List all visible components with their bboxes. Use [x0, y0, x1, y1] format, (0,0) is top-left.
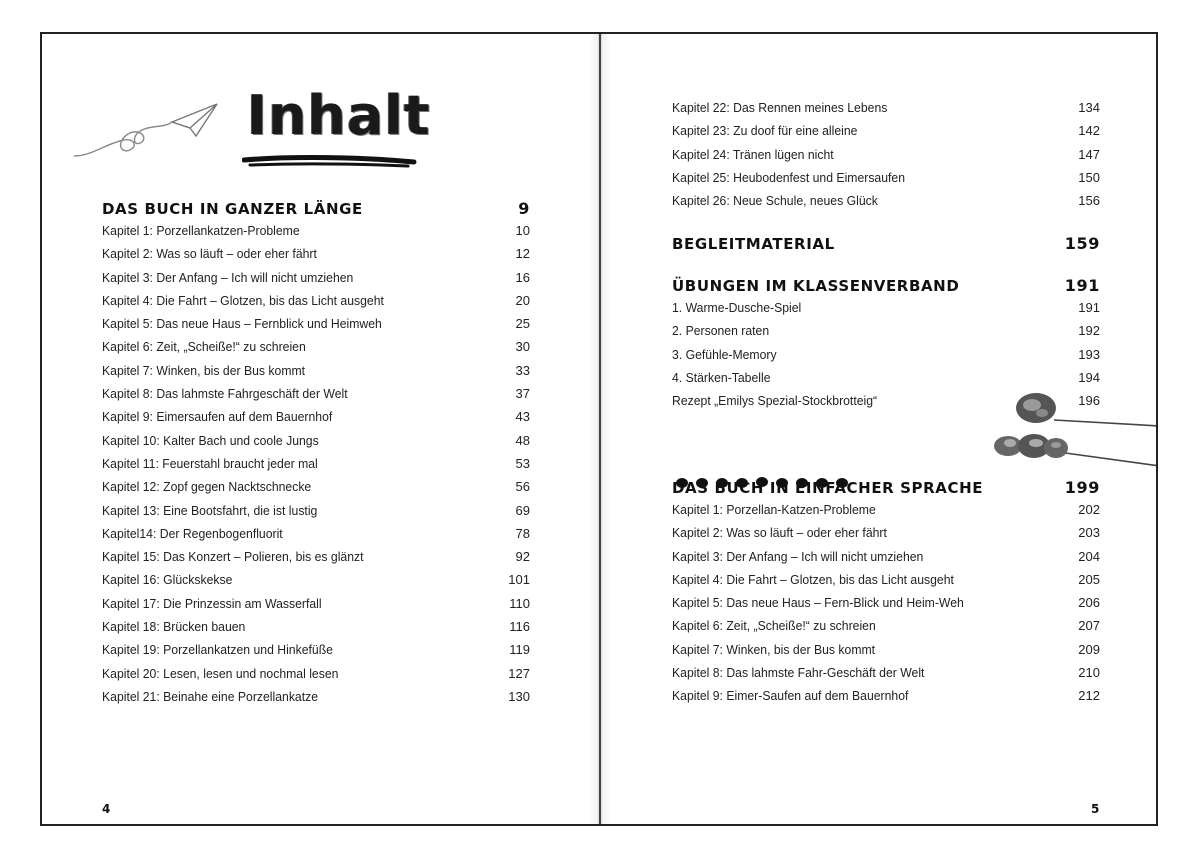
toc-entry-page: 10: [515, 223, 530, 238]
toc-entry-page: 48: [515, 432, 530, 448]
toc-entry-title: Kapitel 4: Die Fahrt – Glotzen, bis das Licht ausgeht: [102, 292, 384, 308]
toc-list-left: [102, 219, 530, 708]
toc-entry-page: 209: [1078, 641, 1100, 657]
toc-entry[interactable]: [102, 545, 530, 568]
toc-entry-page: 196: [1078, 393, 1100, 409]
toc-entry[interactable]: [102, 499, 530, 522]
toc-entry[interactable]: [102, 475, 530, 498]
toc-entry-title: Kapitel14: Der Regenbogenfluorit: [102, 525, 283, 541]
toc-entry-page: 134: [1078, 100, 1100, 115]
toc-entry-page: 30: [515, 339, 530, 355]
toc-entry[interactable]: [102, 289, 530, 312]
toc-entry-title: Kapitel 21: Beinahe eine Porzellankatze: [102, 688, 319, 704]
toc-entry-page: 142: [1078, 123, 1100, 139]
book-spread: [40, 32, 1158, 826]
toc-entry[interactable]: [102, 405, 530, 428]
toc-entry[interactable]: [102, 219, 530, 242]
toc-entry-page: 25: [515, 316, 530, 332]
toc-entry[interactable]: [672, 591, 1100, 614]
toc-entry-page: 206: [1078, 595, 1100, 611]
section-heading-einfache-sprache[interactable]: [672, 476, 1100, 500]
section-heading-page: 9: [518, 199, 530, 218]
toc-entry-title: Kapitel 9: Eimersaufen auf dem Bauernhof: [102, 409, 333, 425]
toc-entry[interactable]: [102, 568, 530, 591]
toc-entry-title: Kapitel 3: Der Anfang – Ich will nicht umziehen: [102, 269, 354, 285]
toc-entry-title: Kapitel 10: Kalter Bach und coole Jungs: [102, 432, 319, 448]
toc-entry-title: Kapitel 7: Winken, bis der Bus kommt: [102, 362, 306, 378]
page-number-right: 5: [1091, 802, 1100, 816]
toc-entry-title: Kapitel 24: Tränen lügen nicht: [672, 146, 834, 162]
section-heading-label: DAS BUCH IN EINFACHER SPRACHE: [672, 479, 984, 497]
toc-entry-page: 193: [1078, 346, 1100, 362]
toc-entry-title: Rezept „Emilys Spezial-Stockbrotteig“: [672, 393, 878, 409]
section-heading-begleitmaterial[interactable]: [672, 232, 1100, 256]
toc-entry-page: 150: [1078, 169, 1100, 185]
toc-entry-page: 130: [508, 688, 530, 704]
toc-entry[interactable]: [102, 662, 530, 685]
stockbrot-skewers-icon: [994, 386, 1158, 478]
toc-entry[interactable]: [672, 166, 1100, 189]
toc-entry-page: 53: [515, 455, 530, 471]
toc-entry[interactable]: [102, 592, 530, 615]
section-heading-page: 159: [1064, 234, 1100, 253]
toc-entry-title: 4. Stärken-Tabelle: [672, 369, 771, 385]
toc-entry[interactable]: [102, 638, 530, 661]
toc-entry[interactable]: [672, 521, 1100, 544]
toc-entry[interactable]: [672, 614, 1100, 637]
toc-entry[interactable]: [102, 335, 530, 358]
section-heading-page: 199: [1064, 478, 1100, 497]
toc-entry-page: 119: [509, 642, 530, 658]
toc-entry-title: 1. Warme-Dusche-Spiel: [672, 300, 802, 315]
toc-entry-title: Kapitel 5: Das neue Haus – Fern-Blick und Heim-Weh: [672, 595, 964, 611]
toc-entry-title: Kapitel 22: Das Rennen meines Lebens: [672, 100, 888, 115]
toc-entry[interactable]: [672, 96, 1100, 119]
toc-entry-page: 210: [1078, 665, 1100, 681]
toc-entry-page: 101: [508, 572, 530, 588]
toc-entry[interactable]: [672, 319, 1100, 342]
section-heading-ganze-laenge[interactable]: [102, 197, 530, 221]
toc-entry-title: Kapitel 7: Winken, bis der Bus kommt: [672, 641, 876, 657]
toc-entry-page: 194: [1078, 369, 1100, 385]
toc-entry-title: Kapitel 11: Feuerstahl braucht jeder mal: [102, 455, 318, 471]
toc-entry-title: 3. Gefühle-Memory: [672, 346, 777, 362]
toc-entry[interactable]: [102, 429, 530, 452]
toc-left: [102, 197, 530, 708]
toc-entry-page: 156: [1078, 193, 1100, 209]
toc-entry-page: 33: [515, 362, 530, 378]
toc-entry-page: 110: [509, 595, 530, 611]
toc-entry[interactable]: [672, 638, 1100, 661]
toc-entry-page: 78: [515, 525, 530, 541]
toc-entry-title: Kapitel 1: Porzellan-Katzen-Probleme: [672, 502, 876, 517]
toc-entry[interactable]: [672, 498, 1100, 521]
left-page: [42, 34, 600, 824]
toc-entry-title: Kapitel 26: Neue Schule, neues Glück: [672, 193, 878, 209]
toc-entry[interactable]: [102, 359, 530, 382]
toc-entry-title: Kapitel 18: Brücken bauen: [102, 619, 246, 635]
toc-entry-title: 2. Personen raten: [672, 323, 770, 339]
section-heading-page: 191: [1064, 276, 1100, 295]
toc-entry-title: Kapitel 8: Das lahmste Fahr-Geschäft der Welt: [672, 665, 925, 681]
page-title: Inhalt: [247, 84, 431, 147]
toc-entry-title: Kapitel 16: Glückskekse: [102, 572, 233, 588]
toc-entry-title: Kapitel 2: Was so läuft – oder eher fährt: [102, 246, 317, 262]
toc-entry-title: Kapitel 6: Zeit, „Scheiße!“ zu schreien: [672, 618, 876, 634]
toc-entry[interactable]: [102, 266, 530, 289]
toc-entry[interactable]: [102, 382, 530, 405]
toc-entry-title: Kapitel 3: Der Anfang – Ich will nicht umziehen: [672, 548, 924, 564]
toc-entry-page: 203: [1078, 525, 1100, 541]
page-number-left: 4: [102, 802, 111, 816]
toc-entry[interactable]: [102, 452, 530, 475]
toc-entry-page: 127: [508, 665, 530, 681]
toc-entry[interactable]: [102, 312, 530, 335]
paper-plane-icon: [72, 98, 252, 198]
toc-right-continued: [672, 96, 1100, 212]
toc-entry-page: 202: [1078, 502, 1100, 517]
toc-entry[interactable]: [102, 685, 530, 708]
toc-entry[interactable]: [672, 568, 1100, 591]
toc-entry-title: Kapitel 5: Das neue Haus – Fernblick und Heimweh: [102, 316, 382, 332]
toc-entry-page: 12: [515, 246, 530, 262]
toc-entry-title: Kapitel 1: Porzellankatzen-Probleme: [102, 223, 300, 238]
toc-entry-page: 205: [1078, 571, 1100, 587]
toc-entry-page: 116: [509, 619, 530, 635]
toc-entry-title: Kapitel 4: Die Fahrt – Glotzen, bis das Licht ausgeht: [672, 571, 954, 587]
section-heading-label: ÜBUNGEN IM KLASSENVERBAND: [672, 277, 960, 295]
toc-entry-page: 20: [515, 292, 530, 308]
toc-entry-title: Kapitel 12: Zopf gegen Nacktschnecke: [102, 479, 312, 495]
toc-entry[interactable]: [672, 189, 1100, 212]
toc-entry-page: 212: [1078, 688, 1100, 704]
toc-entry[interactable]: [672, 119, 1100, 142]
toc-entry-page: 92: [515, 549, 530, 565]
toc-entry-page: 56: [515, 479, 530, 495]
toc-entry-page: 204: [1078, 548, 1100, 564]
toc-entry[interactable]: [672, 545, 1100, 568]
toc-entry-title: Kapitel 8: Das lahmste Fahrgeschäft der Welt: [102, 386, 348, 402]
toc-entry-title: Kapitel 23: Zu doof für eine alleine: [672, 123, 858, 139]
section-heading-uebungen[interactable]: [672, 274, 1100, 298]
toc-entry-title: Kapitel 9: Eimer-Saufen auf dem Bauernhof: [672, 688, 909, 704]
toc-entry[interactable]: [672, 661, 1100, 684]
toc-entry-page: 147: [1078, 146, 1100, 162]
toc-section-begleitmaterial: [672, 232, 1100, 256]
toc-section-einfache-sprache: [672, 476, 1100, 708]
toc-entry-title: Kapitel 13: Eine Bootsfahrt, die ist lustig: [102, 502, 318, 518]
toc-entry-title: Kapitel 20: Lesen, lesen und nochmal lesen: [102, 665, 339, 681]
toc-entry-page: 207: [1078, 618, 1100, 634]
toc-entry-title: Kapitel 15: Das Konzert – Polieren, bis es glänzt: [102, 549, 364, 565]
toc-entry-page: 37: [515, 386, 530, 402]
toc-entry-title: Kapitel 17: Die Prinzessin am Wasserfall: [102, 595, 322, 611]
section-heading-label: DAS BUCH IN GANZER LÄNGE: [102, 200, 363, 218]
toc-entry-page: 191: [1078, 300, 1100, 315]
toc-entry-page: 69: [515, 502, 530, 518]
toc-entry-title: Kapitel 25: Heubodenfest und Eimersaufen: [672, 169, 906, 185]
toc-entry[interactable]: [102, 522, 530, 545]
toc-entry-title: Kapitel 6: Zeit, „Scheiße!“ zu schreien: [102, 339, 306, 355]
toc-entry-page: 16: [515, 269, 530, 285]
title-underline-stroke: [242, 154, 422, 170]
toc-entry-page: 192: [1078, 323, 1100, 339]
toc-entry-page: 43: [515, 409, 530, 425]
toc-entry[interactable]: [672, 684, 1100, 707]
toc-entry[interactable]: [102, 615, 530, 638]
toc-entry-title: Kapitel 2: Was so läuft – oder eher fährt: [672, 525, 887, 541]
toc-entry[interactable]: [672, 296, 1100, 319]
toc-entry[interactable]: [102, 242, 530, 265]
section-heading-label: BEGLEITMATERIAL: [672, 235, 835, 253]
toc-entry[interactable]: [672, 143, 1100, 166]
toc-entry-title: Kapitel 19: Porzellankatzen und Hinkefüße: [102, 642, 333, 658]
toc-entry[interactable]: [672, 343, 1100, 366]
